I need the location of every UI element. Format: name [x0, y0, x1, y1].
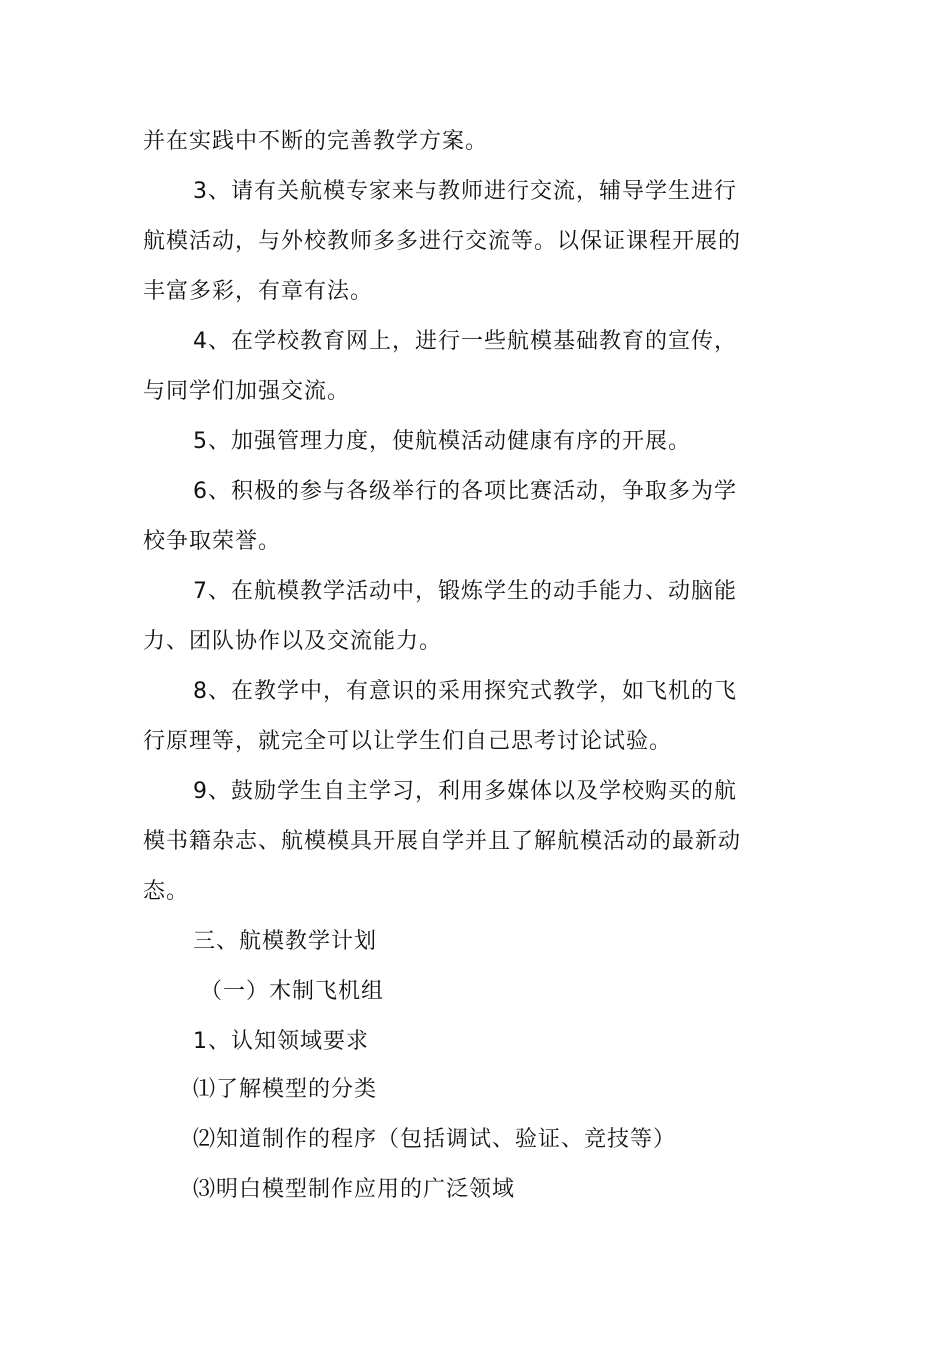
text-line: 行原理等，就完全可以让学生们自己思考讨论试验。 — [143, 729, 673, 754]
text-line: 模书籍杂志、航模模具开展自学并且了解航模活动的最新动 — [143, 829, 742, 854]
text-line: ⑵知道制作的程序（包括调试、验证、竞技等） — [193, 1127, 677, 1152]
text-line: 力、团队协作以及交流能力。 — [143, 629, 443, 654]
text-line: 1、认知领域要求 — [193, 1029, 369, 1054]
text-line: ⑴了解模型的分类 — [193, 1077, 378, 1102]
subsection-heading: （一）木制飞机组 — [200, 979, 385, 1004]
text-line: 态。 — [143, 879, 190, 904]
text-line: 4、在学校教育网上，进行一些航模基础教育的宣传， — [193, 329, 737, 354]
text-line: 7、在航模教学活动中，锻炼学生的动手能力、动脑能 — [193, 579, 737, 604]
text-line: 并在实践中不断的完善教学方案。 — [143, 129, 489, 154]
text-line: 3、请有关航模专家来与教师进行交流，辅导学生进行 — [193, 179, 737, 204]
text-line: 校争取荣誉。 — [143, 529, 282, 554]
text-line: 航模活动，与外校教师多多进行交流等。以保证课程开展的 — [143, 229, 742, 254]
text-line: 8、在教学中，有意识的采用探究式教学，如飞机的飞 — [193, 679, 737, 704]
text-line: 丰富多彩，有章有法。 — [143, 279, 374, 304]
text-line: 6、积极的参与各级举行的各项比赛活动，争取多为学 — [193, 479, 737, 504]
section-heading: 三、航模教学计划 — [193, 929, 378, 954]
text-line: ⑶明白模型制作应用的广泛领域 — [193, 1177, 516, 1202]
text-line: 5、加强管理力度，使航模活动健康有序的开展。 — [193, 429, 691, 454]
text-line: 9、鼓励学生自主学习，利用多媒体以及学校购买的航 — [193, 779, 737, 804]
text-line: 与同学们加强交流。 — [143, 379, 351, 404]
